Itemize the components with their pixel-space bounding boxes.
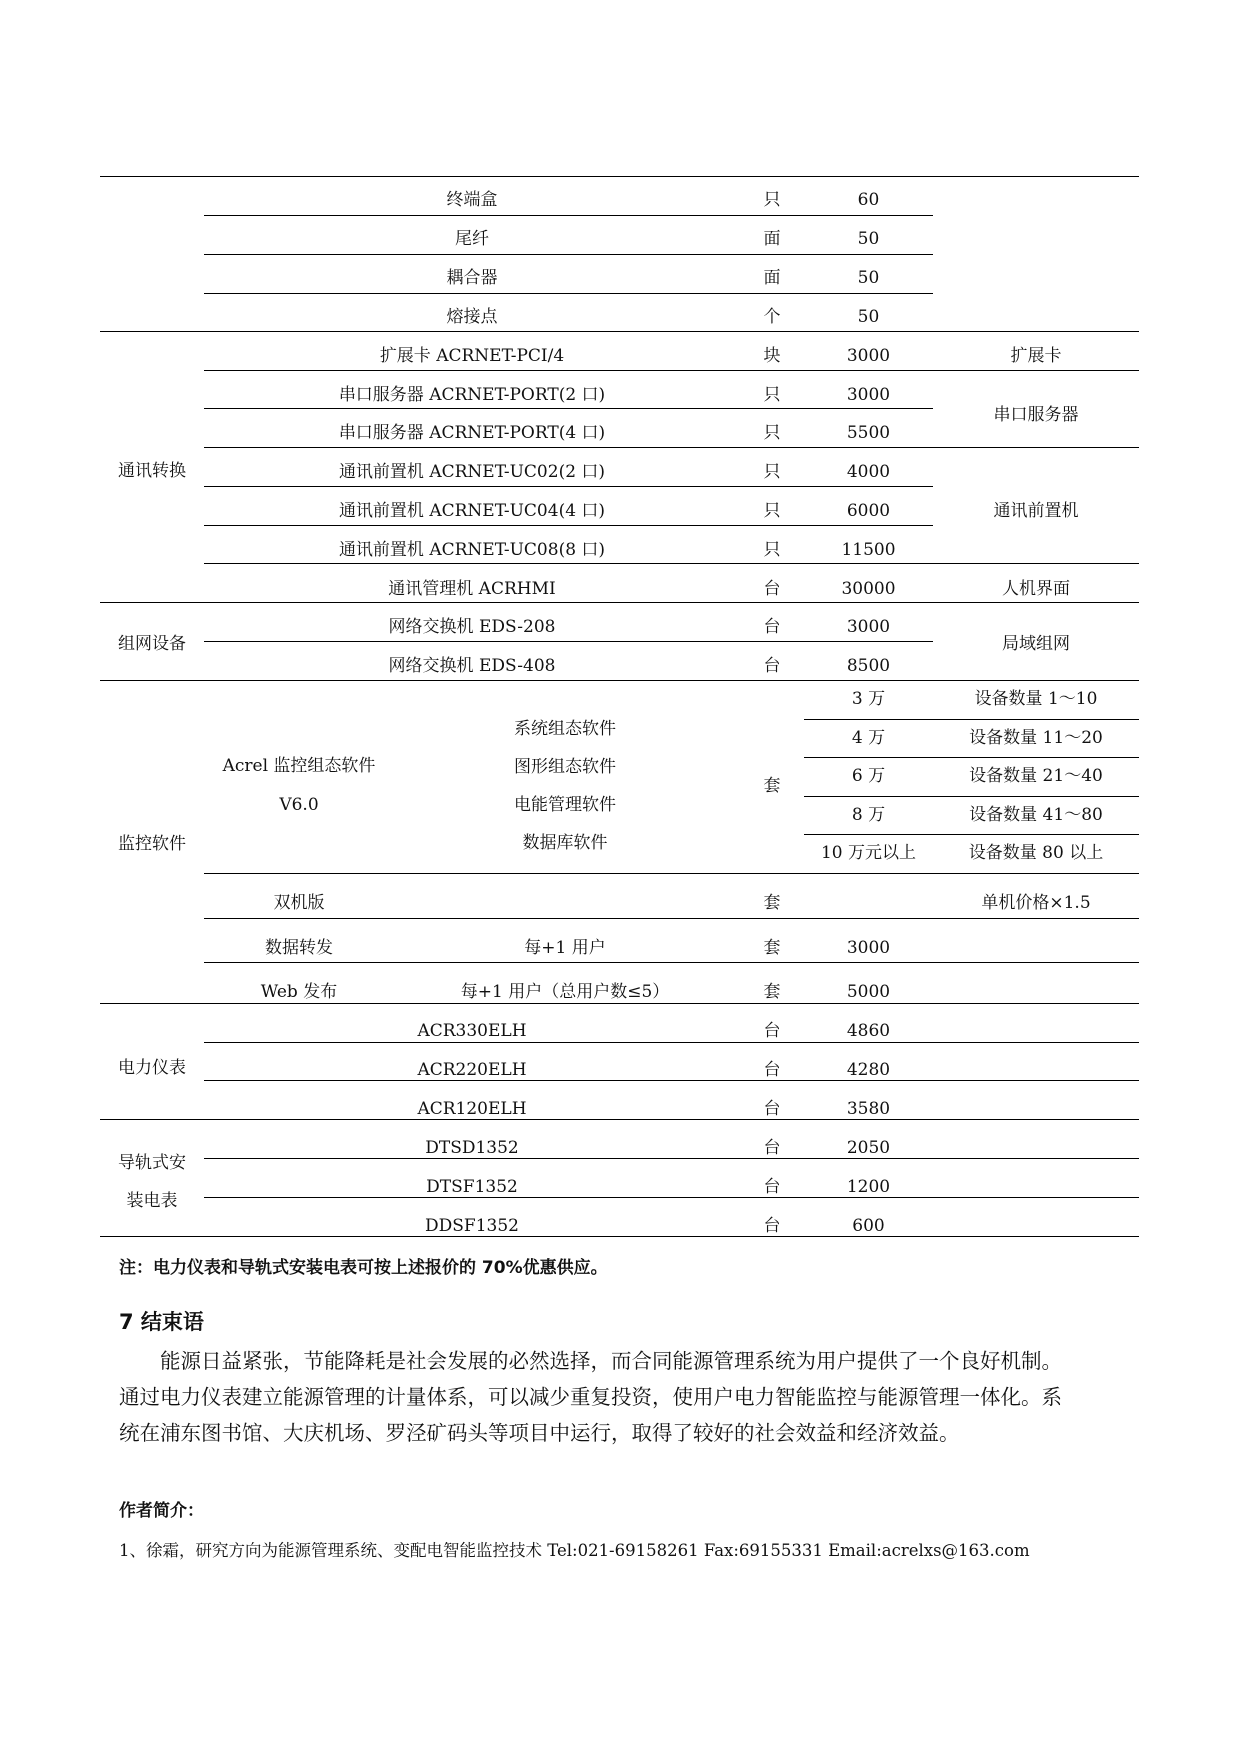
tier-qty: 设备数量 21～40	[969, 766, 1103, 786]
row-item: 通讯前置机 ACRNET-UC08(8 口)	[338, 540, 606, 560]
software-module: 数据库软件	[522, 833, 608, 853]
web-price: 5000	[846, 982, 891, 1002]
software-module: 图形组态软件	[514, 757, 616, 777]
row-unit: 个	[763, 307, 781, 327]
dual-remark: 单机价格×1.5	[981, 893, 1091, 913]
software-module: 电能管理软件	[514, 795, 616, 815]
tier-price: 3 万	[851, 689, 886, 709]
row-item: 串口服务器 ACRNET-PORT(2 口)	[338, 385, 606, 405]
category-rail-line1: 导轨式安	[118, 1153, 186, 1173]
paragraph-line: 通过电力仪表建立能源管理的计量体系，可以减少重复投资，使用户电力智能监控与能源管理一体化。系	[119, 1385, 1062, 1409]
row-item: ACR220ELH	[417, 1060, 527, 1080]
row-price: 3000	[846, 617, 891, 637]
row-border	[204, 873, 1139, 874]
tier-price: 8 万	[851, 805, 886, 825]
table-top-border	[100, 176, 1139, 177]
row-item: ACR330ELH	[417, 1021, 527, 1041]
group-border	[100, 331, 1139, 332]
category-monitor: 监控软件	[118, 834, 186, 854]
paragraph-line: 统在浦东图书馆、大庆机场、罗泾矿码头等项目中运行，取得了较好的社会效益和经济效益。	[119, 1421, 960, 1445]
row-price: 11500	[841, 540, 896, 560]
row-price: 5500	[846, 423, 891, 443]
web-name: Web 发布	[260, 982, 338, 1002]
author-heading: 作者简介：	[119, 1501, 204, 1521]
row-price: 6000	[846, 501, 891, 521]
row-border	[204, 1080, 1139, 1081]
row-item: 通讯前置机 ACRNET-UC04(4 口)	[338, 501, 606, 521]
row-price: 50	[857, 229, 880, 249]
row-border	[204, 962, 1139, 963]
row-item: 扩展卡 ACRNET-PCI/4	[379, 346, 565, 366]
web-desc: 每+1 用户（总用户数≤5）	[460, 982, 670, 1002]
row-border	[204, 370, 1139, 371]
row-price: 600	[852, 1216, 885, 1236]
author-line: 1、徐霜，研究方向为能源管理系统、变配电智能监控技术 Tel:021-69158261 Fax:69155331 Email:acrelxs@163.com	[119, 1541, 1030, 1560]
row-price: 50	[857, 268, 880, 288]
row-unit: 只	[763, 462, 781, 482]
group-border	[100, 680, 1139, 681]
row-unit: 台	[763, 1099, 781, 1119]
group-border	[100, 1119, 1139, 1120]
category-net: 组网设备	[118, 634, 186, 654]
row-item: 网络交换机 EDS-208	[388, 617, 556, 637]
row-item: 熔接点	[446, 307, 498, 327]
row-border	[204, 215, 933, 216]
forward-desc: 每+1 用户	[524, 938, 606, 958]
section-paragraph	[119, 1343, 1139, 1451]
software-unit: 套	[763, 776, 781, 796]
row-unit: 只	[763, 190, 781, 210]
software-module: 系统组态软件	[514, 719, 616, 739]
dual-name: 双机版	[273, 893, 325, 913]
row-item: DTSD1352	[425, 1138, 519, 1158]
row-price: 2050	[846, 1138, 891, 1158]
tier-qty: 设备数量 80 以上	[968, 843, 1104, 863]
row-remark: 人机界面	[1002, 579, 1070, 599]
row-price: 1200	[846, 1177, 891, 1197]
paragraph-line: 能源日益紧张，节能降耗是社会发展的必然选择，而合同能源管理系统为用户提供了一个良好机制。	[160, 1349, 1062, 1373]
row-unit: 只	[763, 540, 781, 560]
row-price: 4860	[846, 1021, 891, 1041]
table-note: 注：电力仪表和导轨式安装电表可按上述报价的 70%优惠供应。	[119, 1258, 608, 1278]
row-unit: 面	[763, 229, 781, 249]
row-item: ACR120ELH	[417, 1099, 527, 1119]
section-heading: 7 结束语	[119, 1310, 204, 1334]
row-remark: 扩展卡	[1010, 346, 1062, 366]
remark-serial: 串口服务器	[993, 405, 1079, 425]
row-price: 50	[857, 307, 880, 327]
row-unit: 台	[763, 1138, 781, 1158]
row-price: 3000	[846, 385, 891, 405]
row-border	[204, 447, 1139, 448]
row-price: 4000	[846, 462, 891, 482]
row-border	[204, 563, 1139, 564]
row-item: 通讯管理机 ACRHMI	[388, 579, 556, 599]
category-meter: 电力仪表	[118, 1058, 186, 1078]
category-comm: 通讯转换	[118, 461, 186, 481]
row-item: 耦合器	[446, 268, 498, 288]
row-unit: 台	[763, 1021, 781, 1041]
category-rail-line2: 装电表	[126, 1191, 178, 1211]
group-border	[100, 1003, 1139, 1004]
tier-qty: 设备数量 1～10	[974, 689, 1098, 709]
remark-lan: 局域组网	[1002, 634, 1070, 654]
row-price: 30000	[841, 579, 896, 599]
tier-price: 10 万元以上	[820, 843, 917, 863]
table-bottom-border	[100, 1236, 1139, 1237]
row-unit: 只	[763, 385, 781, 405]
row-border	[204, 293, 933, 294]
row-border	[204, 641, 933, 642]
row-border	[804, 757, 1139, 758]
row-item: 终端盒	[446, 190, 498, 210]
software-version: V6.0	[279, 795, 319, 815]
tier-qty: 设备数量 41～80	[969, 805, 1103, 825]
row-price: 8500	[846, 656, 891, 676]
forward-name: 数据转发	[265, 938, 333, 958]
row-item: 串口服务器 ACRNET-PORT(4 口)	[338, 423, 606, 443]
group-border	[100, 602, 1139, 603]
row-price: 60	[857, 190, 880, 210]
row-unit: 台	[763, 1216, 781, 1236]
tier-price: 4 万	[851, 728, 886, 748]
row-item: 网络交换机 EDS-408	[388, 656, 556, 676]
row-border	[804, 834, 1139, 835]
row-unit: 台	[763, 617, 781, 637]
row-border	[204, 1158, 1139, 1159]
forward-price: 3000	[846, 938, 891, 958]
tier-price: 6 万	[851, 766, 886, 786]
row-unit: 台	[763, 579, 781, 599]
row-unit: 台	[763, 656, 781, 676]
row-unit: 只	[763, 423, 781, 443]
row-unit: 面	[763, 268, 781, 288]
row-item: 通讯前置机 ACRNET-UC02(2 口)	[338, 462, 606, 482]
row-item: DDSF1352	[425, 1216, 519, 1236]
row-unit: 台	[763, 1060, 781, 1080]
forward-unit: 套	[763, 938, 781, 958]
row-unit: 块	[763, 346, 781, 366]
dual-unit: 套	[763, 893, 781, 913]
row-unit: 只	[763, 501, 781, 521]
row-border	[804, 796, 1139, 797]
software-name: Acrel 监控组态软件	[222, 756, 376, 776]
row-border	[204, 525, 933, 526]
row-item: DTSF1352	[426, 1177, 518, 1197]
row-price: 3580	[846, 1099, 891, 1119]
row-border	[204, 1042, 1139, 1043]
remark-front: 通讯前置机	[993, 501, 1079, 521]
row-price: 3000	[846, 346, 891, 366]
row-item: 尾纤	[455, 229, 489, 249]
tier-qty: 设备数量 11～20	[969, 728, 1103, 748]
row-border	[204, 486, 933, 487]
row-border	[204, 408, 933, 409]
row-border	[804, 719, 1139, 720]
row-border	[204, 254, 933, 255]
web-unit: 套	[763, 982, 781, 1002]
row-unit: 台	[763, 1177, 781, 1197]
row-border	[204, 918, 1139, 919]
row-price: 4280	[846, 1060, 891, 1080]
row-border	[204, 1197, 1139, 1198]
